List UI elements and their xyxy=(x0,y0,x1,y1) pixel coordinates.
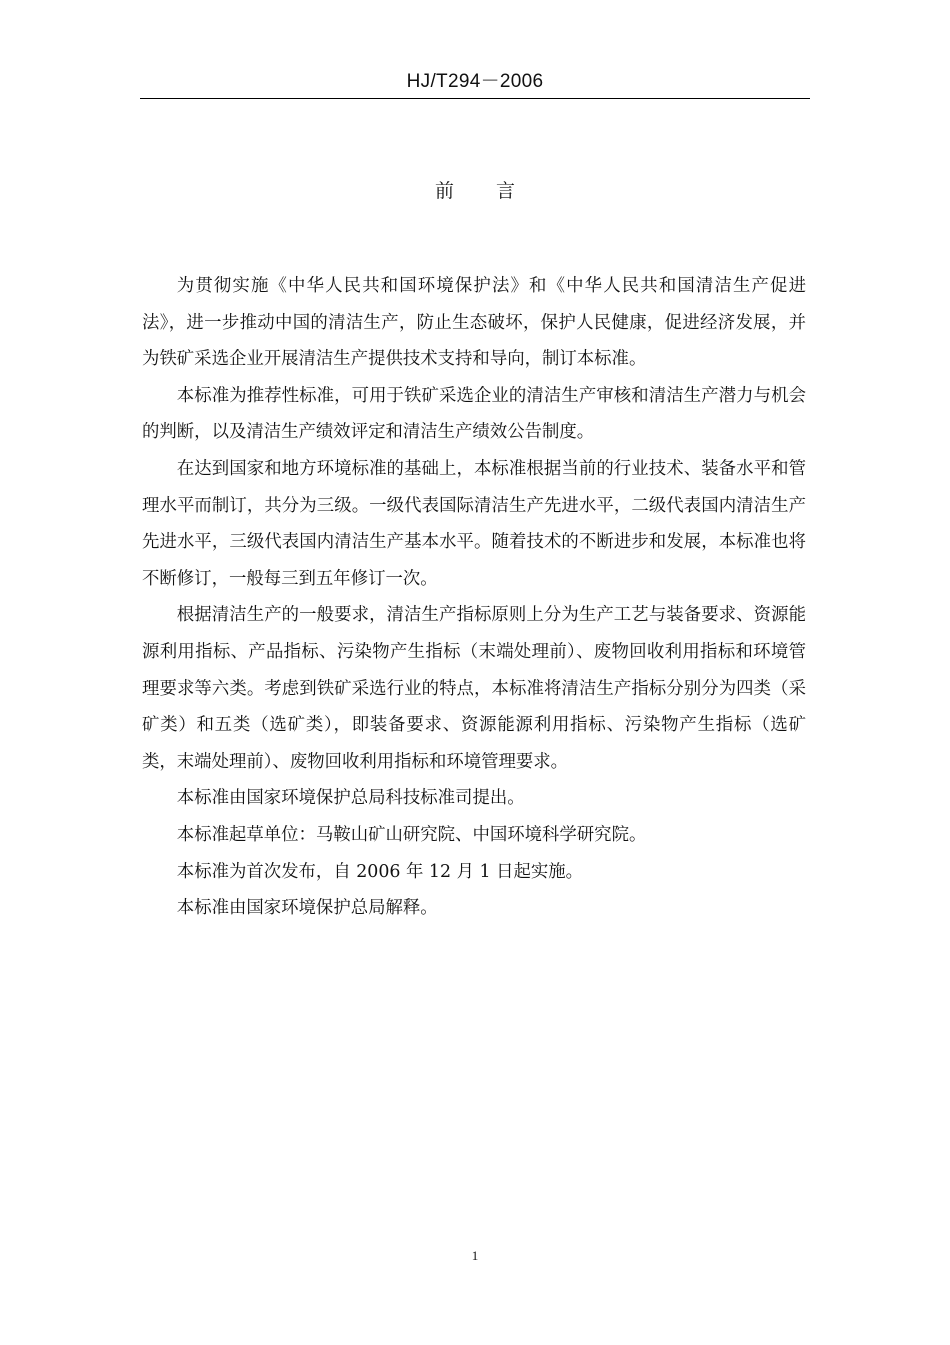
foreword-body xyxy=(142,268,806,927)
paragraph-indicators: 根据清洁生产的一般要求，清洁生产指标原则上分为生产工艺与装备要求、资源能源利用指标、产品指标、污染物产生指标（末端处理前）、废物回收利用指标和环境管理要求等六类。考虑到铁矿采选行业的特点，本标准将清洁生产指标分别分为四类（采矿类）和五类（选矿类），即装备要求、资源能源利用指标、污染物产生指标（选矿类，末端处理前）、废物回收利用指标和环境管理要求。 xyxy=(142,605,806,772)
section-title: 前 言 xyxy=(434,180,534,202)
page-number: 1 xyxy=(471,1248,479,1263)
paragraph-drafters: 本标准起草单位：马鞍山矿山研究院、中国环境科学研究院。 xyxy=(176,824,647,845)
paragraph-effective-date: 本标准为首次发布，自 2006 年 12 月 1 日起实施。 xyxy=(176,861,584,882)
header-rule xyxy=(140,98,810,99)
paragraph-levels: 在达到国家和地方环境标准的基础上，本标准根据当前的行业技术、装备水平和管理水平而制订，共分为三级。一级代表国际清洁生产先进水平，二级代表国内清洁生产先进水平，三级代表国内清洁生产基本水平。随着技术的不断进步和发展，本标准也将不断修订，一般每三到五年修订一次。 xyxy=(142,458,806,589)
standard-code-header: HJ/T294－2006 xyxy=(406,71,544,92)
paragraph-purpose: 为贯彻实施《中华人民共和国环境保护法》和《中华人民共和国清洁生产促进法》，进一步推动中国的清洁生产，防止生态破坏，保护人民健康，促进经济发展，并为铁矿采选企业开展清洁生产提供技术支持和导向，制订本标准。 xyxy=(142,276,806,370)
paragraph-nature: 本标准为推荐性标准，可用于铁矿采选企业的清洁生产审核和清洁生产潜力与机会的判断，以及清洁生产绩效评定和清洁生产绩效公告制度。 xyxy=(142,385,806,443)
paragraph-interpretation: 本标准由国家环境保护总局解释。 xyxy=(176,898,438,919)
paragraph-proposer: 本标准由国家环境保护总局科技标准司提出。 xyxy=(176,788,525,809)
